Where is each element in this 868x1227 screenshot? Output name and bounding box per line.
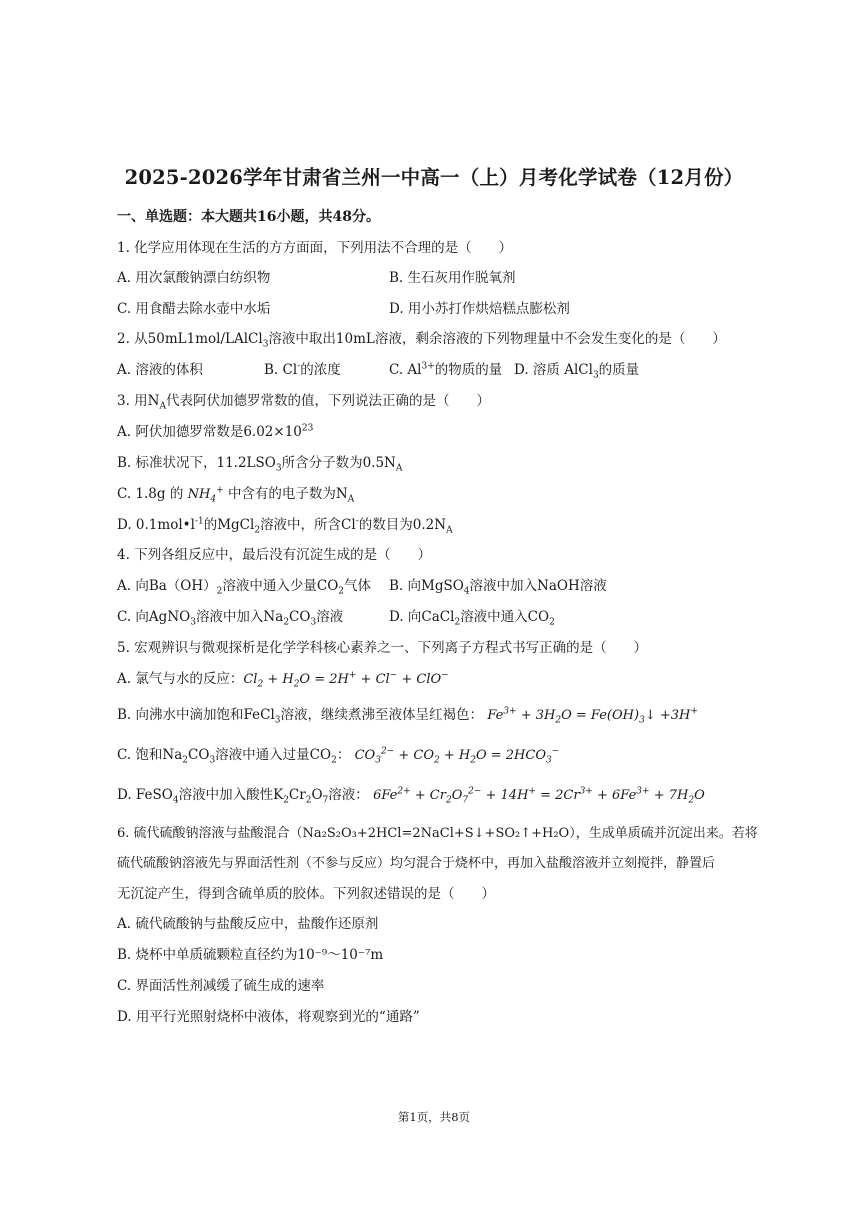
q1-options-row1 (117, 266, 516, 286)
q2-stem-text: 2. 从50mL1mol/LAlCl (117, 331, 263, 347)
q1-option-b: B. 生石灰用作脱氧剂 (389, 270, 516, 286)
q1-option-d: D. 用小苏打作烘焙糕点膨松剂 (389, 301, 570, 317)
q4-stem: 4. 下列各组反应中，最后没有沉淀生成的是（ ） (117, 547, 432, 563)
q5-c-equation: $CO_3^{2-} + CO_2 + H_2O = 2HCO_3^-$ (354, 746, 560, 766)
q1-options-row2 (117, 297, 570, 317)
q5-d-equation: $6Fe^{2+} + Cr_2O_7^{2-} + 14H^+ = 2Cr^{3+} + 6Fe^{3+} + 7H_2O$ (373, 786, 705, 806)
q5-b-equation: $Fe^{3+} + 3H_2O$ = $Fe(OH)_3↓ +3H^+$ (487, 706, 698, 726)
q6-option-a: A. 硫代硫酸钠与盐酸反应中，盐酸作还原剂 (117, 916, 379, 932)
q2-stem-text2: 溶液中取出10mL溶液，剩余溶液的下列物理量中不会发生变化的是（ ） (268, 331, 726, 347)
q4-option-a: A. 向$Ba(OH)_2$溶液中通入少量$CO_2$气体 (117, 578, 372, 597)
q5-option-b: B. 向沸水中滴加饱和FeCl$_3$溶液，继续煮沸至液体呈红褐色： $Fe^{3+} + 3H_2O$ = $Fe(OH)_3↓ +3H^+$ (117, 706, 698, 726)
q3-option-c: C. 1.8g 的 $NH_4^+$ 中含有的电子数为$N_A$ (117, 485, 355, 505)
q4-option-b: B. 向MgSO$_4$溶液中加入NaOH溶液 (389, 578, 607, 597)
q2-option-b: B. Cl-的浓度 (264, 361, 341, 378)
q5-stem: 5. 宏观辨识与微观探析是化学学科核心素养之一、下列离子方程式书写正确的是（ ） (117, 640, 648, 656)
q3-stem: 3. 用$N_A$代表阿伏加德罗常数的值，下列说法正确的是（ ） (117, 393, 490, 412)
q6-stem-line1: 6. 硫代硫酸钠溶液与盐酸混合（Na₂S₂O₃+2HCl=2NaCl+S↓+SO₂↑+H₂O），生成单质硫并沉淀出来。若将 (117, 826, 758, 841)
q3-option-d: D. $0.1mol•l^{-1}$的MgCl$_2$溶液中，所含Cl-的数目为$0.2N_A$ (117, 516, 453, 536)
q5-a-equation: $Cl_2 + H_2O = 2H^+ + Cl^- + ClO^-$ (243, 670, 449, 690)
q3-option-a: A. 阿伏加德罗常数是$6.02\times 10^{23}$ (117, 423, 314, 440)
q1-option-c: C. 用食醋去除水壶中水垢 (117, 301, 271, 317)
q4-option-d: D. 向CaCl$_2$溶液中通入$CO_2$ (389, 609, 555, 628)
exam-title: 2025-2026学年甘肃省兰州一中高一（上）月考化学试卷（12月份） (124, 166, 744, 189)
section-heading: 一、单选题：本大题共16小题，共48分。 (117, 209, 380, 225)
q6-option-d: D. 用平行光照射烧杯中液体，将观察到光的“通路” (117, 1009, 420, 1025)
q1-option-a: A. 用次氯酸钠漂白纺织物 (117, 270, 271, 286)
q5-option-c: C. 饱和$Na_2CO_3$溶液中通入过量$CO_2$： $CO_3^{2-} + CO_2 + H_2O = 2HCO_3^-$ (117, 746, 560, 766)
q4-option-c: C. 向AgNO$_3$溶液中加入$Na_2CO_3$溶液 (117, 609, 344, 628)
q5-option-d: D. FeSO$_4$溶液中加入酸性$K_2Cr_2O_7$溶液： $6Fe^{2+} + Cr_2O_7^{2-} + 14H^+ = 2Cr^{3+} + 6Fe^{3+} + 7H_2O$ (117, 786, 705, 806)
q2-stem: 2. 从50mL1mol/LAlCl$_3$溶液中取出10mL溶液，剩余溶液的下列物理量中不会发生变化的是（ ） (117, 331, 726, 350)
q6-option-c: C. 界面活性剂减缓了硫生成的速率 (117, 978, 325, 994)
q6-option-b: B. 烧杯中单质硫颗粒直径约为10⁻⁹～10⁻⁷m (117, 947, 384, 963)
q4-options-row1 (117, 574, 607, 597)
page-footer: 第1页，共8页 (397, 1110, 471, 1124)
q4-options-row2 (117, 605, 555, 628)
q6-stem-line2: 硫代硫酸钠溶液先与界面活性剂（不参与反应）均匀混合于烧杯中，再加入盐酸溶液并立刻搅拌，静置后 (117, 856, 716, 871)
q1-stem: 1. 化学应用体现在生活的方方面面，下列用法不合理的是（ ） (117, 240, 513, 256)
nh4-formula: $NH_4^+$ (187, 485, 224, 505)
q3-option-b: B. 标准状况下，$11.2LSO_3$所含分子数为$0.5N_A$ (117, 455, 403, 474)
q5-option-a: A. 氯气与水的反应：$Cl_2 + H_2O = 2H^+ + Cl^- + ClO^-$ (117, 670, 449, 690)
q2-option-d: D. 溶质 AlCl$_3$的质量 (514, 362, 640, 381)
q2-option-c: C. $Al^{3+}$的物质的量 (389, 361, 503, 378)
q6-stem-line3: 无沉淀产生，得到含硫单质的胶体。下列叙述错误的是（ ） (117, 886, 495, 902)
q2-option-a: A. 溶液的体积 (117, 362, 203, 378)
